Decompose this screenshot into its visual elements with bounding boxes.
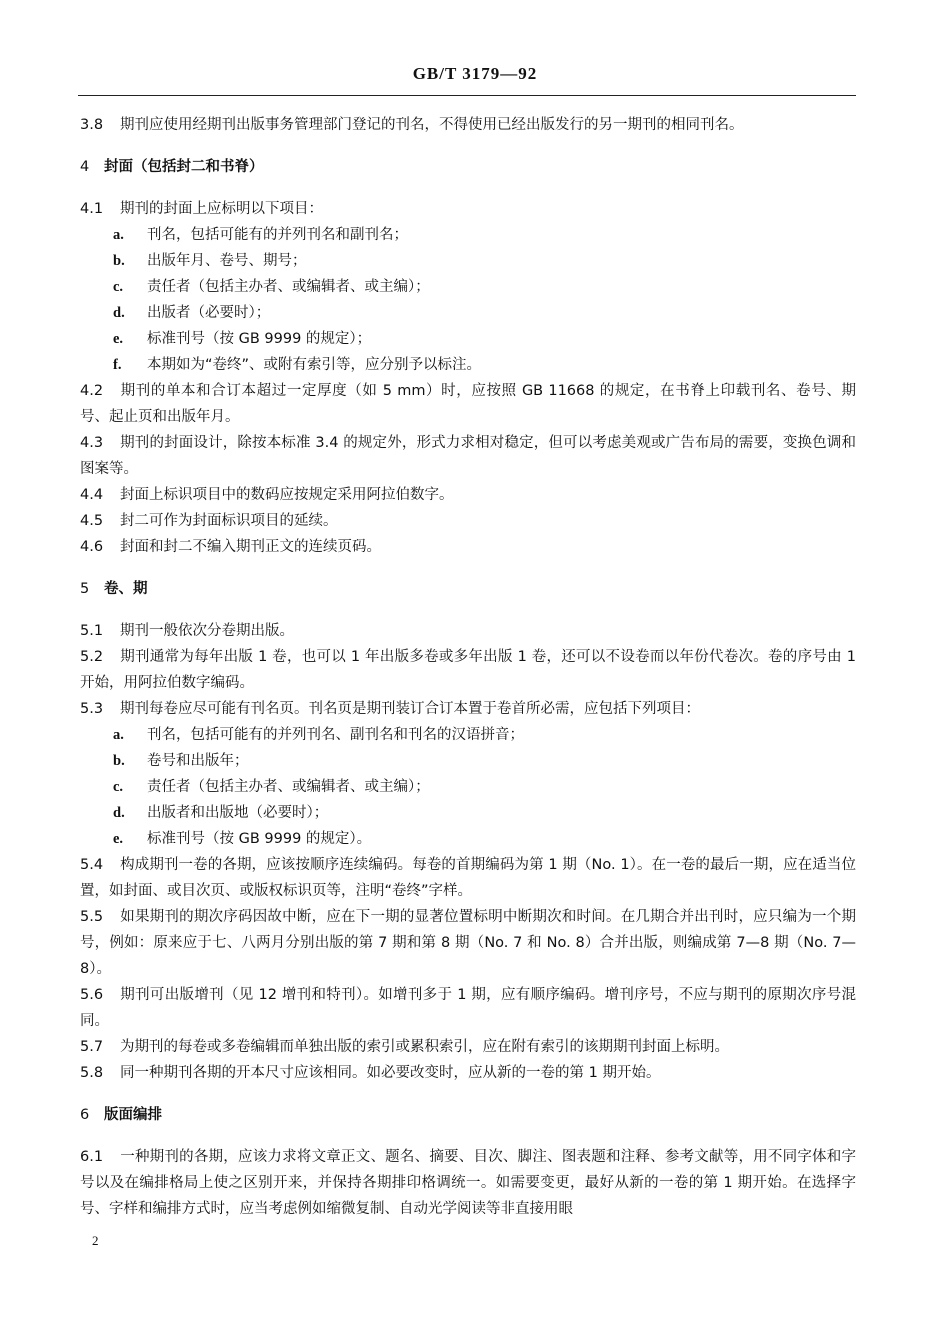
list-item-text: 刊名，包括可能有的并列刊名和副刊名； [147,227,408,243]
list-item-letter: e. [113,831,124,847]
clause-paragraph [80,696,856,722]
list-item-letter: b. [113,253,125,269]
clause-number: 4.5 [80,513,104,529]
section-number: 5 [80,581,90,597]
clause-paragraph [80,482,856,508]
list-item [80,352,856,378]
clause-number: 5.8 [80,1065,104,1081]
list-item-text: 出版者（必要时）； [147,305,271,321]
clause-text: 期刊应使用经期刊出版事务管理部门登记的刊名，不得使用已经出版发行的另一期刊的相同刊名。 [120,117,744,133]
list-item-letter: c. [113,779,124,795]
list-item [80,748,856,774]
clause-paragraph [80,904,856,982]
list-item-text: 标准刊号（按 GB 9999 的规定）； [147,331,372,347]
list-item-letter: e. [113,331,124,347]
list-item [80,222,856,248]
list-item-text: 标准刊号（按 GB 9999 的规定）。 [147,831,372,847]
clause-text: 同一种期刊各期的开本尺寸应该相同。如必要改变时，应从新的一卷的第 1 期开始。 [120,1065,661,1081]
list-item [80,326,856,352]
list-item-text: 出版者和出版地（必要时）； [147,805,329,821]
clause-text: 期刊的单本和合订本超过一定厚度（如 5 mm）时，应按照 GB 11668 的规定，在书脊上印载刊名、卷号、期号、起止页和出版年月。 [80,383,856,425]
clause-number: 5.1 [80,623,104,639]
clause-text: 构成期刊一卷的各期，应该按顺序连续编码。每卷的首期编码为第 1 期（No. 1）。在一卷的最后一期，应在适当位置，如封面、或目次页、或版权标识页等，注明“卷终”字样。 [80,857,856,899]
clause-number: 5.6 [80,987,104,1003]
list-item [80,248,856,274]
clause-paragraph [80,1034,856,1060]
clause-text: 封二可作为封面标识项目的延续。 [120,513,338,529]
clause-text: 期刊的封面上应标明以下项目： [120,201,323,217]
clause-paragraph [80,534,856,560]
clause-text: 为期刊的每卷或多卷编辑而单独出版的索引或累积索引，应在附有索引的该期期刊封面上标明。 [120,1039,729,1055]
list-item-text: 本期如为“卷终”、或附有索引等，应分别予以标注。 [147,357,482,373]
clause-number: 5.3 [80,701,104,717]
list-item-text: 出版年月、卷号、期号； [147,253,307,269]
section-number: 6 [80,1107,90,1123]
list-item [80,722,856,748]
section-heading [80,154,856,180]
standard-code-header: GB/T 3179—92 [412,64,538,83]
clause-text: 期刊一般依次分卷期出版。 [120,623,294,639]
clause-paragraph [80,852,856,904]
clause-number: 3.8 [80,117,104,133]
section-title: 封面（包括封二和书脊） [104,159,264,175]
list-item-letter: d. [113,805,125,821]
list-item-text: 卷号和出版年； [147,753,249,769]
clause-number: 5.5 [80,909,104,925]
clause-paragraph [80,982,856,1034]
list-item-letter: c. [113,279,124,295]
list-item [80,800,856,826]
clause-paragraph [80,618,856,644]
clause-paragraph [80,1144,856,1222]
clause-number: 5.4 [80,857,104,873]
clause-paragraph [80,112,856,138]
list-item [80,300,856,326]
clause-text: 期刊可出版增刊（见 12 增刊和特刊）。如增刊多于 1 期，应有顺序编码。增刊序号，不应与期刊的原期次序号混同。 [80,987,856,1029]
clause-text: 封面和封二不编入期刊正文的连续页码。 [120,539,381,555]
clause-number: 5.7 [80,1039,104,1055]
list-item-letter: d. [113,305,125,321]
list-item [80,774,856,800]
clause-number: 4.3 [80,435,104,451]
clause-number: 5.2 [80,649,104,665]
list-item-letter: a. [113,727,124,743]
clause-number: 4.1 [80,201,104,217]
list-item-text: 责任者（包括主办者、或编辑者、或主编）； [147,779,430,795]
list-item-letter: b. [113,753,125,769]
clause-text: 如果期刊的期次序码因故中断，应在下一期的显著位置标明中断期次和时间。在几期合并出刊时，应只编为一个期号，例如：原来应于七、八两月分别出版的第 7 期和第 8 期（No. 7 和 No. 8）合并出版，则编成第 7—8 期（No. 7—8）。 [80,909,856,977]
clause-paragraph [80,430,856,482]
clause-text: 期刊通常为每年出版 1 卷，也可以 1 年出版多卷或多年出版 1 卷，还可以不设卷而以年份代卷次。卷的序号由 1 开始，用阿拉伯数字编码。 [80,649,856,691]
clause-number: 4.6 [80,539,104,555]
list-item-letter: f. [113,357,122,373]
list-item-text: 刊名，包括可能有的并列刊名、副刊名和刊名的汉语拼音； [147,727,524,743]
list-item-letter: a. [113,227,124,243]
section-heading [80,1102,856,1128]
clause-paragraph [80,378,856,430]
clause-paragraph [80,1060,856,1086]
clause-paragraph [80,508,856,534]
clause-text: 期刊的封面设计，除按本标准 3.4 的规定外，形式力求相对稳定，但可以考虑美观或广告布局的需要，变换色调和图案等。 [80,435,856,477]
clause-number: 4.4 [80,487,104,503]
list-item [80,274,856,300]
clause-number: 4.2 [80,383,104,399]
clause-text: 封面上标识项目中的数码应按规定采用阿拉伯数字。 [120,487,454,503]
page-number: 2 [92,1233,99,1248]
clause-text: 一种期刊的各期，应该力求将文章正文、题名、摘要、目次、脚注、图表题和注释、参考文献等，用不同字体和字号以及在编排格局上使之区别开来，并保持各期排印格调统一。如需要变更，最好从新的一卷的第 1 期开始。在选择字号、字样和编排方式时，应当考虑例如缩微复制、自动光学阅读等非直接用眼 [80,1149,856,1217]
section-title: 卷、期 [104,581,148,597]
section-heading [80,576,856,602]
clause-paragraph [80,196,856,222]
clause-paragraph [80,644,856,696]
clause-text: 期刊每卷应尽可能有刊名页。刊名页是期刊装订合订本置于卷首所必需，应包括下列项目： [120,701,700,717]
section-title: 版面编排 [104,1107,162,1123]
list-item [80,826,856,852]
document-body [80,112,856,1222]
clause-number: 6.1 [80,1149,104,1165]
header-rule [78,95,856,96]
section-number: 4 [80,159,90,175]
list-item-text: 责任者（包括主办者、或编辑者、或主编）； [147,279,430,295]
